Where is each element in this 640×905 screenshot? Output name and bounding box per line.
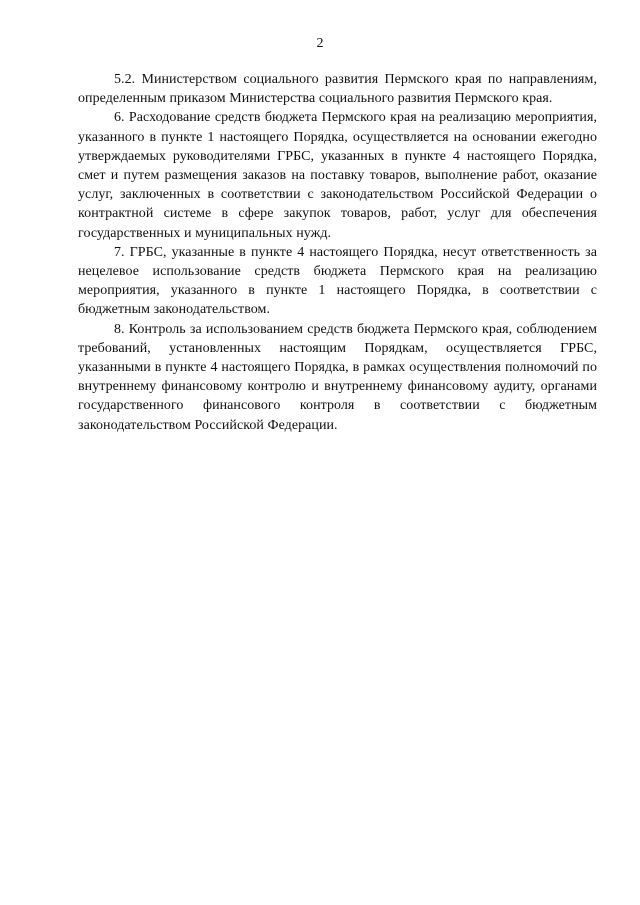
page-number: 2: [316, 36, 324, 51]
paragraph-6: 6. Расходование средств бюджета Пермского края на реализацию мероприятия, указанного в пункте 1 настоящего Порядка, осуществляется на основании ежегодно утверждаемых руководителями ГРБС, указанных в пункте 4 настоящего Порядка, смет и путем размещения заказов на поставку товаров, выполнение работ, оказание услуг, заключенных в соответствии с законодательством Российской Федерации о контрактной системе в сфере закупок товаров, работ, услуг для обеспечения государственных и муниципальных нужд.: [78, 110, 597, 241]
paragraph-8: 8. Контроль за использованием средств бюджета Пермского края, соблюдением требований, установленных настоящим Порядкам, осуществляется ГРБС, указанными в пункте 4 настоящего Порядка, в рамках осуществления полномочий по внутреннему финансовому контролю и внутреннему финансовому аудиту, органами государственного финансового контроля в соответствии с бюджетным законодательством Российской Федерации.: [78, 321, 597, 433]
document-body: [78, 70, 597, 435]
paragraph-7: 7. ГРБС, указанные в пункте 4 настоящего Порядка, несут ответственность за нецелевое использование средств бюджета Пермского края на реализацию мероприятия, указанного в пункте 1 настоящего Порядка, в соответствии с бюджетным законодательством.: [78, 244, 597, 318]
paragraph-5-2: 5.2. Министерством социального развития Пермского края по направлениям, определенным приказом Министерства социального развития Пермского края.: [78, 72, 597, 107]
